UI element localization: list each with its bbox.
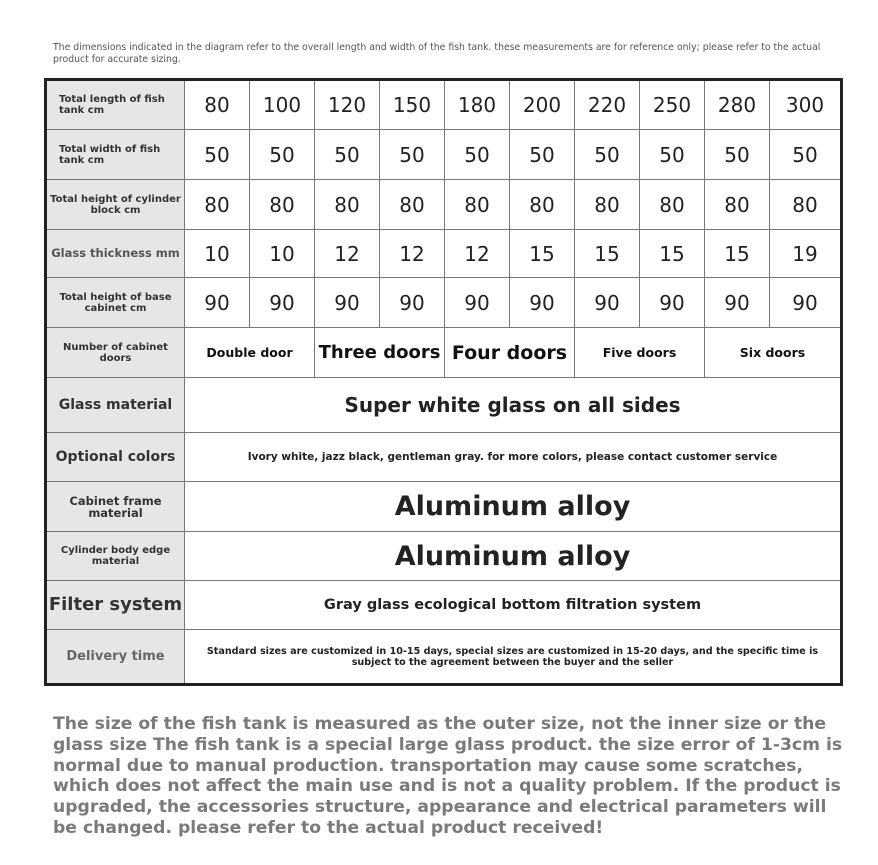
table-cell: 80 bbox=[185, 80, 250, 130]
table-cell: 90 bbox=[380, 278, 445, 328]
table-cell: 300 bbox=[770, 80, 842, 130]
door-option: Double door bbox=[185, 328, 315, 378]
row-label: Cylinder body edge material bbox=[46, 532, 185, 581]
row-label: Total height of cylinder block cm bbox=[46, 180, 185, 230]
cylinder-edge-row bbox=[46, 532, 842, 581]
row-label: Optional colors bbox=[46, 433, 185, 482]
table-cell: 120 bbox=[315, 80, 380, 130]
table-cell: 90 bbox=[770, 278, 842, 328]
table-cell: 80 bbox=[315, 180, 380, 230]
table-cell: 280 bbox=[705, 80, 770, 130]
table-cell: 50 bbox=[315, 130, 380, 180]
table-cell: 12 bbox=[445, 230, 510, 278]
table-cell: 150 bbox=[380, 80, 445, 130]
optional-colors-value: Ivory white, jazz black, gentleman gray. for more colors, please contact customer service bbox=[185, 433, 842, 482]
table-cell: 50 bbox=[575, 130, 640, 180]
table-cell: 80 bbox=[575, 180, 640, 230]
table-cell: 200 bbox=[510, 80, 575, 130]
cabinet-frame-value: Aluminum alloy bbox=[185, 482, 842, 532]
table-cell: 50 bbox=[640, 130, 705, 180]
table-cell: 50 bbox=[250, 130, 315, 180]
table-cell: 15 bbox=[640, 230, 705, 278]
glass-material-value: Super white glass on all sides bbox=[185, 378, 842, 433]
table-cell: 12 bbox=[315, 230, 380, 278]
table-cell: 100 bbox=[250, 80, 315, 130]
table-cell: 80 bbox=[640, 180, 705, 230]
doors-row bbox=[46, 328, 842, 378]
row-label: Number of cabinet doors bbox=[46, 328, 185, 378]
delivery-time-value: Standard sizes are customized in 10-15 days, special sizes are customized in 15-20 days, and the specific time is subject to the agreement between the buyer and the seller bbox=[185, 630, 842, 685]
table-cell: 180 bbox=[445, 80, 510, 130]
table-cell: 80 bbox=[770, 180, 842, 230]
row-label: Glass thickness mm bbox=[46, 230, 185, 278]
table-cell: 50 bbox=[380, 130, 445, 180]
row-label: Total width of fish tank cm bbox=[46, 130, 185, 180]
spec-table bbox=[44, 78, 843, 686]
door-option: Four doors bbox=[445, 328, 575, 378]
table-cell: 15 bbox=[705, 230, 770, 278]
table-cell: 90 bbox=[185, 278, 250, 328]
row-label: Total height of base cabinet cm bbox=[46, 278, 185, 328]
table-cell: 80 bbox=[380, 180, 445, 230]
table-row bbox=[46, 180, 842, 230]
table-cell: 90 bbox=[445, 278, 510, 328]
table-row bbox=[46, 278, 842, 328]
row-label: Cabinet frame material bbox=[46, 482, 185, 532]
table-cell: 50 bbox=[705, 130, 770, 180]
filter-system-value: Gray glass ecological bottom filtration system bbox=[185, 581, 842, 630]
table-cell: 10 bbox=[185, 230, 250, 278]
row-label: Total length of fish tank cm bbox=[46, 80, 185, 130]
table-cell: 15 bbox=[510, 230, 575, 278]
cylinder-edge-value: Aluminum alloy bbox=[185, 532, 842, 581]
glass-material-row bbox=[46, 378, 842, 433]
table-cell: 220 bbox=[575, 80, 640, 130]
table-row bbox=[46, 80, 842, 130]
cabinet-frame-row bbox=[46, 482, 842, 532]
table-cell: 90 bbox=[250, 278, 315, 328]
table-cell: 90 bbox=[575, 278, 640, 328]
table-cell: 90 bbox=[705, 278, 770, 328]
door-option: Three doors bbox=[315, 328, 445, 378]
table-cell: 80 bbox=[445, 180, 510, 230]
table-cell: 10 bbox=[250, 230, 315, 278]
table-cell: 12 bbox=[380, 230, 445, 278]
table-cell: 80 bbox=[510, 180, 575, 230]
header-note: The dimensions indicated in the diagram refer to the overall length and width of the fish tank. these measurements are for reference only; please refer to the actual product for accurate sizing. bbox=[53, 42, 821, 65]
table-cell: 250 bbox=[640, 80, 705, 130]
table-cell: 50 bbox=[185, 130, 250, 180]
table-cell: 19 bbox=[770, 230, 842, 278]
door-option: Six doors bbox=[705, 328, 842, 378]
table-cell: 50 bbox=[770, 130, 842, 180]
delivery-time-row bbox=[46, 630, 842, 685]
table-cell: 50 bbox=[445, 130, 510, 180]
table-cell: 15 bbox=[575, 230, 640, 278]
row-label: Filter system bbox=[46, 581, 185, 630]
footer-note: The size of the fish tank is measured as the outer size, not the inner size or the glass size The fish tank is a special large glass product. the size error of 1-3cm is normal due to manual production. transportation may cause some scratches, which does not affect the main use and is not a quality problem. If the product is upgraded, the accessories structure, appearance and electrical parameters will be changed. please refer to the actual product received! bbox=[53, 714, 843, 838]
table-cell: 90 bbox=[640, 278, 705, 328]
row-label: Delivery time bbox=[46, 630, 185, 685]
filter-system-row bbox=[46, 581, 842, 630]
table-cell: 90 bbox=[315, 278, 380, 328]
door-option: Five doors bbox=[575, 328, 705, 378]
table-cell: 80 bbox=[705, 180, 770, 230]
table-row bbox=[46, 230, 842, 278]
table-row bbox=[46, 130, 842, 180]
table-cell: 80 bbox=[185, 180, 250, 230]
row-label: Glass material bbox=[46, 378, 185, 433]
table-cell: 80 bbox=[250, 180, 315, 230]
optional-colors-row bbox=[46, 433, 842, 482]
table-cell: 50 bbox=[510, 130, 575, 180]
table-cell: 90 bbox=[510, 278, 575, 328]
